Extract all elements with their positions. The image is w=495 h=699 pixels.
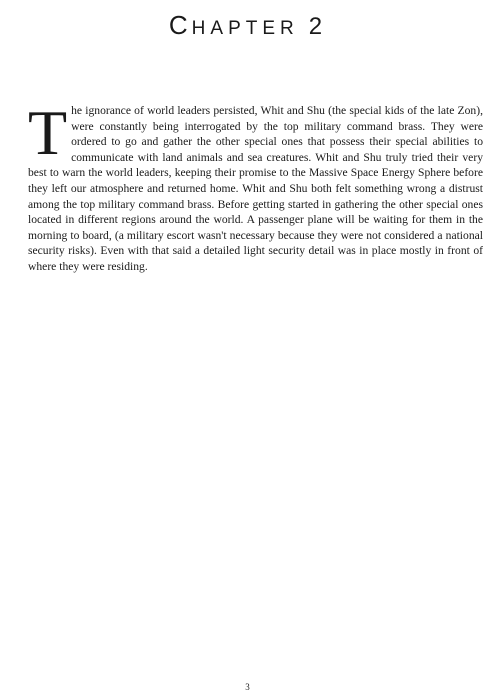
chapter-number: 2 [308,13,327,40]
chapter-heading-initial: C [168,10,192,40]
drop-cap: T [28,97,68,168]
paragraph-text: he ignorance of world leaders persisted, Whit and Shu (the special kids of the late Zon), were constantly being interrogated by the top military command brass. They were ordered to go and gather the other special ones that possess their special abilities to communicate with land animals and sea creatures. Whit and Shu truly tried their very best to warn the world leaders, keeping their promise to the Massive Space Energy Sphere before they left our atmosphere and returned home. Whit and Shu both felt something wrong a distrust among the top military command brass. Before getting started in gathering the other special ones located in different regions around the world. A passenger plane will be waiting for them in the morning to board, (a military escort wasn't necessary because they were not considered a national security risks). Even with that said a detailed light security detail was in place mostly in front of where they were residing. [28,104,483,273]
chapter-body-paragraph [28,97,483,275]
chapter-heading [0,10,495,41]
page-number: 3 [245,682,250,692]
chapter-heading-word: HAPTER [191,18,299,39]
